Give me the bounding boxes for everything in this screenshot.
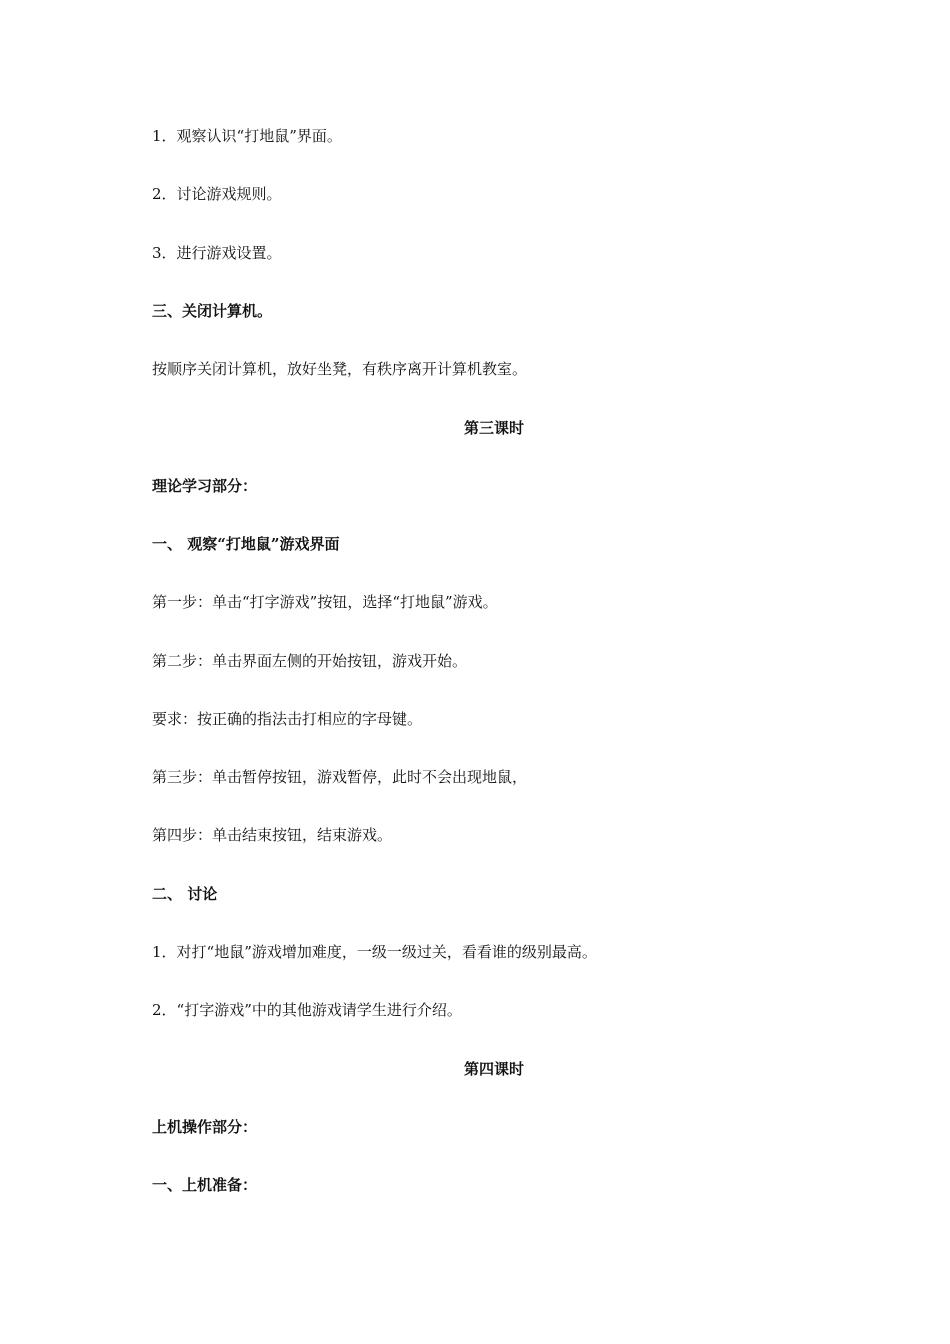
step-four: 第四步：单击结束按钮，结束游戏。 [152, 826, 393, 844]
list-item-discuss-rules: 2．讨论游戏规则。 [152, 185, 282, 203]
lesson-title-third: 第三课时 [463, 419, 524, 437]
requirement-text: 要求：按正确的指法击打相应的字母键。 [152, 710, 423, 728]
section-heading-discussion: 二、 讨论 [152, 885, 218, 903]
section-heading-observe-game: 一、 观察“打地鼠”游戏界面 [152, 535, 340, 553]
step-three: 第三步：单击暂停按钮，游戏暂停，此时不会出现地鼠， [152, 768, 528, 786]
list-item-increase-difficulty: 1．对打“地鼠”游戏增加难度，一级一级过关，看看谁的级别最高。 [152, 943, 597, 961]
section-heading-shutdown: 三、关闭计算机。 [152, 302, 273, 320]
section-heading-preparation: 一、上机准备： [152, 1176, 258, 1194]
lesson-title-fourth: 第四课时 [463, 1060, 524, 1078]
list-item-observe-interface: 1．观察认识“打地鼠”界面。 [152, 127, 342, 145]
step-one: 第一步：单击“打字游戏”按钮，选择“打地鼠”游戏。 [152, 593, 498, 611]
list-item-other-games: 2．“打字游戏”中的其他游戏请学生进行介绍。 [152, 1001, 462, 1019]
part-heading-theory: 理论学习部分： [152, 477, 258, 495]
list-item-game-settings: 3．进行游戏设置。 [152, 244, 282, 262]
step-two: 第二步：单击界面左侧的开始按钮，游戏开始。 [152, 652, 468, 670]
part-heading-practice: 上机操作部分： [152, 1118, 258, 1136]
paragraph-shutdown-order: 按顺序关闭计算机，放好坐凳，有秩序离开计算机教室。 [152, 360, 528, 378]
